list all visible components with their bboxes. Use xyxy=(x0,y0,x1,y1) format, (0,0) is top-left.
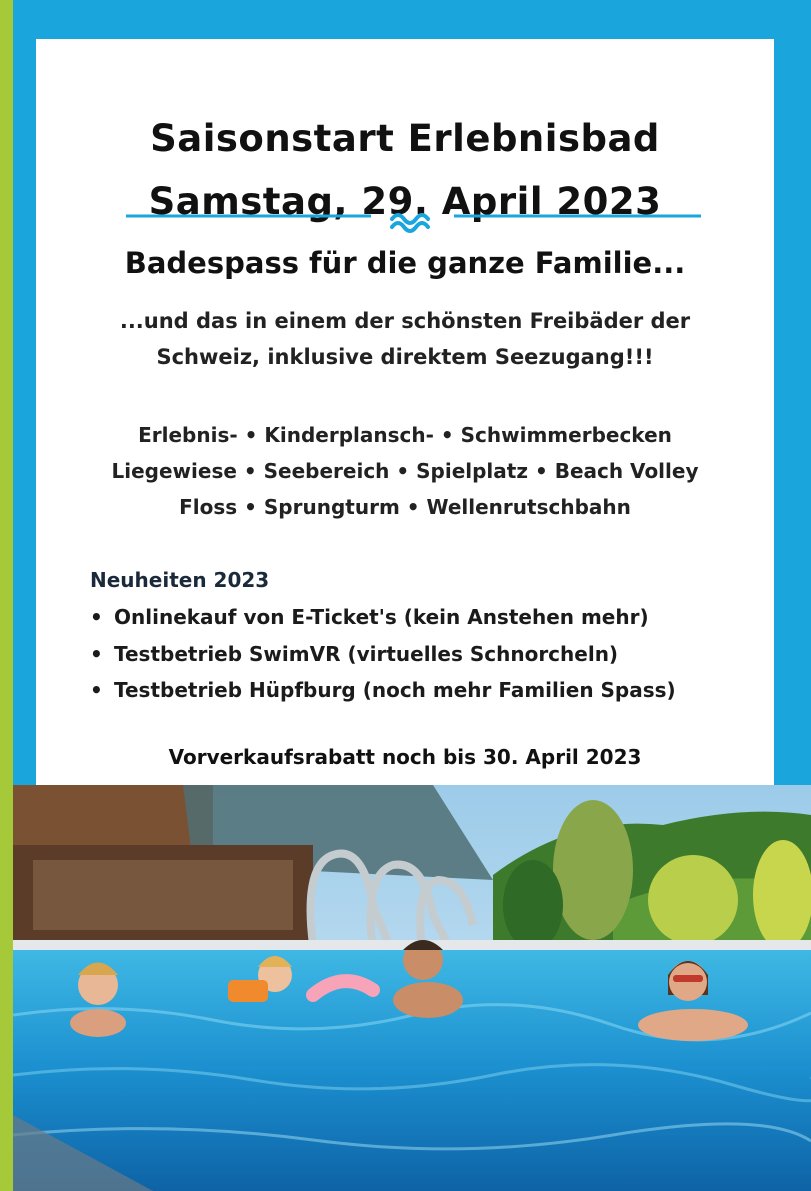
news-item xyxy=(90,678,676,702)
feature-line: Liegewiese • Seebereich • Spielplatz • Beach Volley xyxy=(111,459,699,483)
family-swimming-pool-photo xyxy=(13,785,811,1191)
poster-card xyxy=(36,39,774,785)
news-item-text: Testbetrieb SwimVR (virtuelles Schnorcheln) xyxy=(114,642,619,666)
news-item xyxy=(90,605,649,629)
bullet-icon: • xyxy=(90,642,103,666)
poster-title: Saisonstart Erlebnisbad xyxy=(150,117,660,160)
news-item xyxy=(90,642,618,666)
news-item-text: Testbetrieb Hüpfburg (noch mehr Familien Spass) xyxy=(114,678,676,702)
feature-line: Erlebnis- • Kinderplansch- • Schwimmerbecken xyxy=(138,423,672,447)
news-title: Neuheiten 2023 xyxy=(90,568,270,592)
wave-divider xyxy=(126,209,701,235)
news-item-text: Onlinekauf von E-Ticket's (kein Anstehen mehr) xyxy=(114,605,649,629)
family-heading: Badespass für die ganze Familie... xyxy=(124,246,686,280)
subtitle-line-1: ...und das in einem der schönsten Freibäder der xyxy=(119,309,691,333)
presale-notice: Vorverkaufsrabatt noch bis 30. April 2023 xyxy=(168,745,642,769)
wave-icon xyxy=(392,215,428,231)
feature-line: Floss • Sprungturm • Wellenrutschbahn xyxy=(179,495,631,519)
bullet-icon: • xyxy=(90,605,103,629)
poster-date: Samstag, 29. April 2023 xyxy=(148,180,662,223)
subtitle-line-2: Schweiz, inklusive direktem Seezugang!!! xyxy=(156,345,654,369)
bullet-icon: • xyxy=(90,678,103,702)
green-side-stripe xyxy=(0,0,13,1191)
